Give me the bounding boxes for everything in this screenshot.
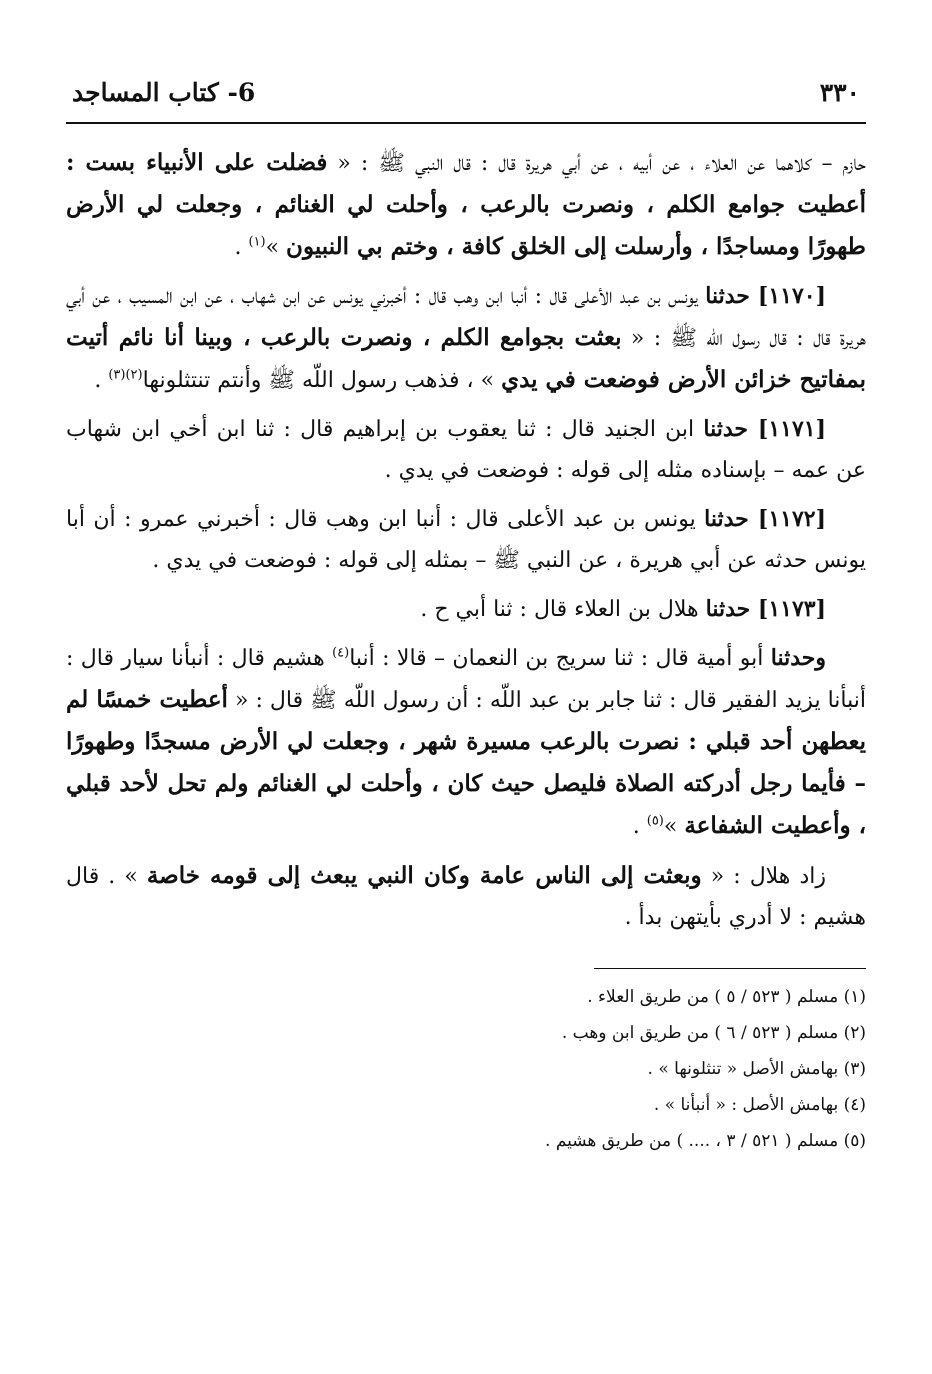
sentence-end: .	[94, 368, 109, 393]
footnote-item: (٥) مسلم ( ٥٢١ / ٣ ، .... ) من طريق هشيم .	[545, 1131, 866, 1151]
narration-text: هلال بن العلاء قال : ثنا أبي ح .	[420, 597, 706, 622]
footnote-item: (٢) مسلم ( ٥٢٣ / ٦ ) من طريق ابن وهب .	[561, 1023, 866, 1043]
narration-keyword: حدثنا	[704, 506, 758, 532]
chapter-title: 6- كتاب المساجد	[72, 78, 256, 107]
sentence-end: .	[632, 814, 647, 839]
footnote-ref: (٥)	[646, 813, 664, 829]
hadith-quote: أعطيت خمسًا لم يعطهن أحد قبلي : نصرت بالرعب مسيرة شهر ، وجعلت لي الأرض مسجدًا وطهورًا – فأيما رجل أدركته الصلاة فليصل حيث كان ، وأحلت لي الغنائم ولم تحل لأحد قبلي ، وأعطيت الشفاعة	[66, 686, 866, 839]
hadith-1173	[66, 589, 866, 630]
page-number: ٣٣٠	[819, 78, 860, 107]
narration-text: يونس بن عبد الأعلى قال : أنبا ابن وهب قال : أخبرني عمرو : أن أبا يونس حدثه عن أبي هريرة ، عن النبي ﷺ – بمثله إلى قوله : فوضعت في يدي .	[66, 507, 866, 573]
footnote-item: (٤) بهامش الأصل : « أنبأنا » .	[653, 1095, 866, 1115]
hadith-1172	[66, 499, 866, 581]
narration-keyword: حدثنا	[705, 283, 758, 309]
paragraph-continuation	[66, 142, 866, 268]
footnote-ref: (٢)(٣)	[108, 367, 143, 383]
narration-text: أبو أمية قال : ثنا سريج بن النعمان – قالا : أنبا	[349, 646, 771, 671]
narration-text-cont: هشيم قال : أنبأنا سيار قال : أنبأنا يزيد الفقير قال : ثنا جابر بن عبد اللّه : أن رسول اللّه ﷺ قال : «	[66, 646, 866, 713]
footnote-ref: (١)	[248, 234, 266, 250]
narration-text: زاد هلال : «	[701, 864, 827, 889]
hadith-number: [١١٧٠]	[757, 283, 826, 309]
hadith-1170	[66, 276, 866, 401]
footnote-ref: (٤)	[332, 645, 350, 661]
header-divider	[66, 122, 866, 124]
footnotes	[66, 979, 866, 1159]
narration-text: حازم – كلاهما عن العلاء ، عن أبيه ، عن أبي هريرة قال : قال النبي ﷺ : «	[327, 151, 866, 176]
hadith-1171	[66, 409, 866, 491]
narration-text: يونس بن عبد الأعلى قال : أنبا ابن وهب قال : أخبرني يونس عن ابن شهاب ، عن ابن المسيب ، عن أبي هريرة قال : قال رسول اللّه ﷺ : «	[66, 284, 867, 351]
narration-keyword: حدثنا	[703, 416, 758, 442]
addition-paragraph	[66, 855, 866, 938]
hadith-number: [١١٧٣]	[757, 596, 826, 622]
book-page	[66, 78, 866, 1159]
hadith-number: [١١٧١]	[757, 416, 826, 442]
hadith-1173-second-chain	[66, 638, 866, 847]
main-text	[66, 142, 866, 938]
sentence-end: .	[234, 235, 249, 260]
page-header	[66, 78, 866, 120]
narration-keyword: حدثنا	[705, 596, 758, 622]
narration-text-after: » . قال هشيم : لا أدري بأيتهن بدأ .	[66, 864, 866, 930]
narration-keyword: وحدثنا	[770, 645, 826, 671]
quote-close: »	[663, 814, 685, 839]
quote-close: »	[265, 235, 287, 260]
footnote-item: (١) مسلم ( ٥٢٣ / ٥ ) من طريق العلاء .	[587, 987, 866, 1007]
footnote-item: (٣) بهامش الأصل « تنثلونها » .	[647, 1059, 866, 1079]
hadith-quote: وبعثت إلى الناس عامة وكان النبي يبعث إلى قومه خاصة	[146, 862, 702, 889]
footnote-divider	[594, 968, 866, 969]
narration-text-after: » ، فذهب رسول اللّه ﷺ وأنتم تنتثلونها	[142, 368, 502, 393]
hadith-quote: فضلت على الأنبياء بست : أعطيت جوامع الكلم ، ونصرت بالرعب ، وأحلت لي الغنائم ، وجعلت لي الأرض طهورًا ومساجدًا ، وأرسلت إلى الخلق كافة ، وختم بي النبيون	[66, 149, 866, 260]
hadith-quote: بعثت بجوامع الكلم ، ونصرت بالرعب ، وبينا أنا نائم أتيت بمفاتيح خزائن الأرض فوضعت في يدي	[66, 324, 866, 393]
narration-text: ابن الجنيد قال : ثنا يعقوب بن إبراهيم قال : ثنا ابن أخي ابن شهاب عن عمه – بإسناده مثله إلى قوله : فوضعت في يدي .	[66, 417, 866, 483]
hadith-number: [١١٧٢]	[757, 506, 827, 532]
